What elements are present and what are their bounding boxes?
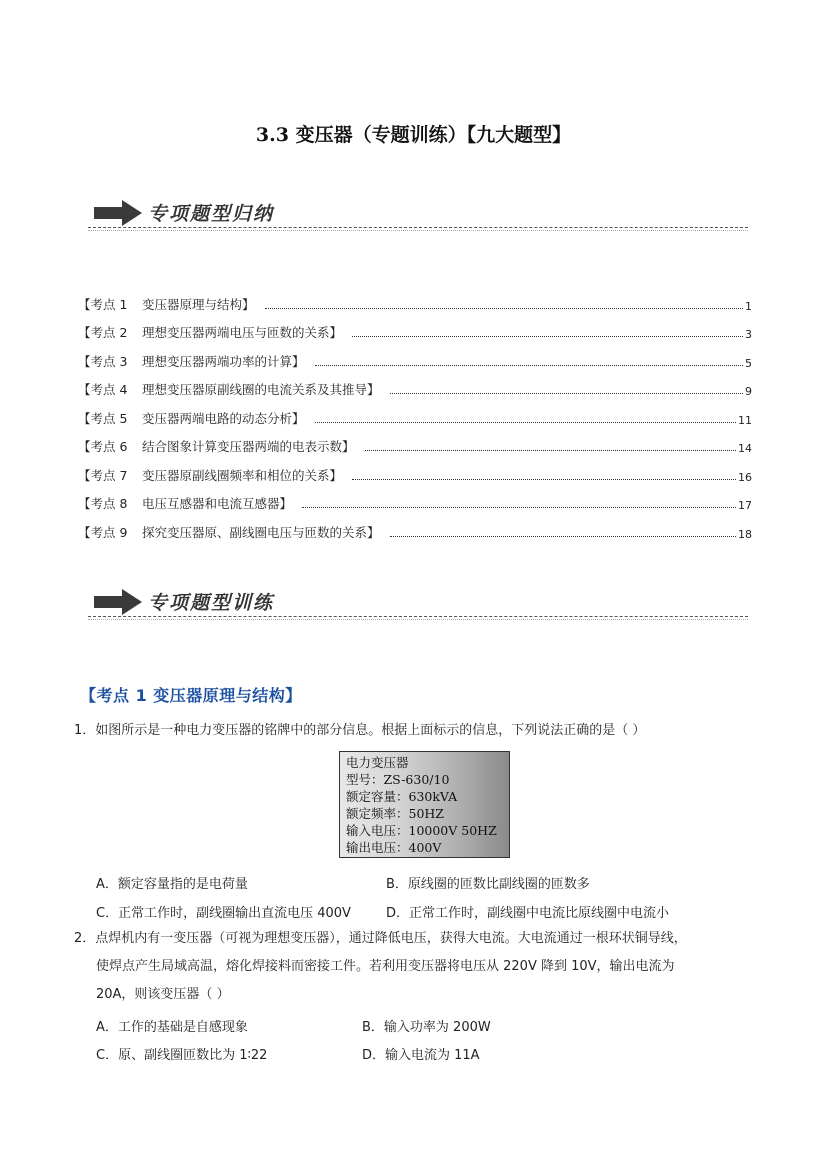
document-title: 3.3 变压器（专题训练）【九大题型】 [255,124,572,146]
toc-entry-label [78,295,255,313]
nameplate-line: 额定频率：50HZ [346,806,444,821]
toc-entry-key: 【考点 3 [78,353,128,369]
banner-training-label: 专项题型训练 [148,592,275,614]
toc-entry-title: 变压器原理与结构】 [142,296,255,312]
toc-entry-label [78,466,342,484]
toc-entry-key: 【考点 9 [78,524,128,540]
nameplate-line: 输入电压：10000V 50HZ [346,823,497,838]
toc-entry-label [78,352,305,370]
toc-entry-label [78,323,342,341]
toc-entry-key: 【考点 6 [78,439,128,454]
toc-page-number: 5 [745,356,752,370]
toc-entry[interactable] [78,370,752,399]
toc-entry[interactable] [78,455,752,484]
toc-entry-label [78,494,292,512]
toc-entry-key: 【考点 2 [78,325,128,340]
question-1-option-a[interactable]: A．额定容量指的是电荷量 [96,877,248,892]
section-heading-1: 【考点 1 变压器原理与结构】 [80,686,302,705]
toc-entry-title: 电压互感器和电流互感器】 [142,496,293,511]
question-2-stem-line1: 2．点焊机内有一变压器（可视为理想变压器），通过降低电压，获得大电流。大电流通过一根环状铜导线， [74,931,687,946]
toc-leader-dots [352,478,736,480]
toc-leader-dots [365,449,736,451]
banner-training [88,587,748,621]
table-of-contents [78,284,752,541]
toc-entry-key: 【考点 7 [78,467,128,483]
toc-leader-dots [302,506,736,508]
toc-page-number: 17 [738,499,752,512]
toc-entry[interactable] [78,427,752,456]
toc-leader-dots [265,307,743,309]
banner-divider-sub [88,230,748,231]
toc-page-number: 18 [738,527,752,541]
question-2-option-a[interactable]: A．工作的基础是自感现象 [96,1020,248,1035]
banner-divider-sub [88,619,748,620]
toc-entry[interactable] [78,341,752,370]
nameplate-line: 电力变压器 [346,755,409,770]
toc-entry-label [78,409,305,427]
banner-divider [88,616,748,617]
question-1-option-d[interactable]: D．正常工作时，副线圈中电流比原线圈中电流小 [386,906,670,921]
question-1-option-c[interactable]: C．正常工作时，副线圈输出直流电压 400V [96,906,351,921]
nameplate-line: 型号：ZS-630/10 [346,772,450,787]
toc-entry-title: 理想变压器原副线圈的电流关系及其推导】 [142,382,380,397]
toc-page-number: 1 [745,299,752,313]
toc-leader-dots [390,392,743,394]
banner-divider [88,227,748,228]
nameplate-image [339,751,510,858]
toc-entry-label [78,523,380,541]
toc-entry-title: 变压器两端电路的动态分析】 [142,410,305,426]
toc-entry[interactable] [78,284,752,313]
question-1-stem: 1．如图所示是一种电力变压器的铭牌中的部分信息。根据上面标示的信息，下列说法正确的是（ ） [74,723,646,738]
toc-entry-key: 【考点 8 [78,496,128,511]
toc-entry-label [78,437,355,455]
question-2-stem-line3: 20A，则该变压器（ ） [96,987,230,1002]
toc-entry[interactable] [78,512,752,541]
question-2-option-c[interactable]: C．原、副线圈匝数比为 1∶22 [96,1048,268,1063]
nameplate-line: 额定容量：630kVA [346,789,458,804]
toc-entry-title: 理想变压器两端功率的计算】 [142,353,305,369]
question-2-option-b[interactable]: B．输入功率为 200W [362,1020,491,1035]
toc-entry[interactable] [78,398,752,427]
nameplate-line: 输出电压：400V [346,840,442,855]
arrow-right-icon [94,589,142,615]
toc-leader-dots [315,364,743,366]
toc-entry-key: 【考点 4 [78,382,128,397]
toc-entry-title: 探究变压器原、副线圈电压与匝数的关系】 [142,524,380,540]
question-2-option-d[interactable]: D．输入电流为 11A [362,1048,480,1063]
toc-page-number: 14 [738,442,752,455]
toc-entry-title: 变压器原副线圈频率和相位的关系】 [142,467,343,483]
banner-summary-label: 专项题型归纳 [148,203,275,225]
toc-entry[interactable] [78,313,752,342]
toc-entry-title: 理想变压器两端电压与匝数的关系】 [142,325,343,340]
toc-page-number: 11 [738,413,752,427]
toc-entry-key: 【考点 5 [78,410,128,426]
question-2-stem-line2: 使焊点产生局域高温，熔化焊接料而密接工件。若利用变压器将电压从 220V 降到 10V，输出电流为 [96,959,675,974]
toc-leader-dots [352,335,743,337]
banner-summary [88,198,748,232]
arrow-right-icon [94,200,142,226]
toc-entry[interactable] [78,484,752,513]
toc-page-number: 16 [738,470,752,484]
toc-leader-dots [390,535,736,537]
toc-page-number: 9 [745,385,752,398]
toc-entry-title: 结合图象计算变压器两端的电表示数】 [142,439,355,454]
toc-entry-key: 【考点 1 [78,296,128,312]
toc-entry-label [78,380,380,398]
toc-page-number: 3 [745,328,752,341]
toc-leader-dots [315,421,736,423]
question-1-option-b[interactable]: B．原线圈的匝数比副线圈的匝数多 [386,877,590,892]
